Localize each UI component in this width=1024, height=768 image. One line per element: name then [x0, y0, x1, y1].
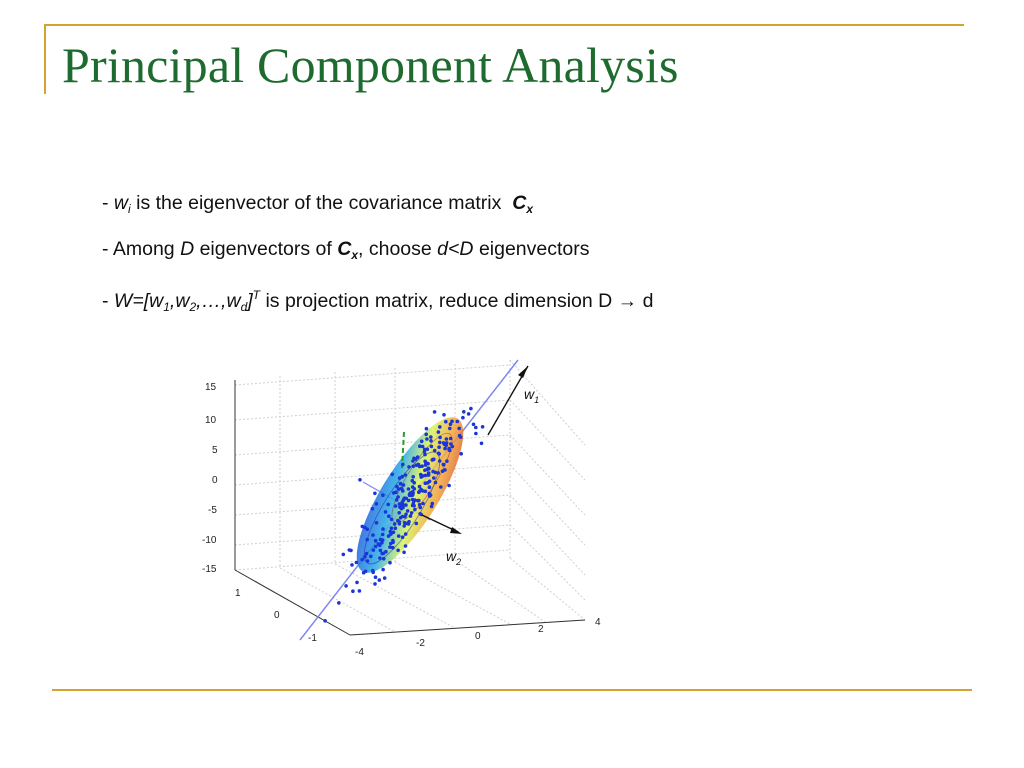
math-d-upper: D — [180, 238, 195, 260]
scatter-point — [448, 427, 452, 431]
scatter-point — [406, 509, 410, 513]
scatter-point — [379, 549, 383, 553]
scatter-point — [409, 493, 413, 497]
scatter-point — [467, 412, 471, 416]
scatter-point — [363, 555, 367, 559]
scatter-point — [411, 485, 415, 489]
scatter-point — [394, 526, 398, 530]
scatter-point — [430, 445, 434, 449]
scatter-point — [429, 435, 433, 439]
scatter-point — [434, 481, 438, 485]
scatter-point — [438, 441, 442, 445]
scatter-point — [418, 465, 422, 469]
scatter-point — [443, 447, 447, 451]
scatter-point — [424, 433, 428, 437]
scatter-point — [398, 476, 402, 480]
z-tick-label: 5 — [212, 445, 218, 456]
w2-label: $w_2$ — [446, 548, 462, 567]
math-w: $w_i$ — [113, 192, 131, 216]
pca-plot-svg — [190, 350, 620, 670]
scatter-point — [445, 459, 449, 463]
scatter-point — [413, 508, 417, 512]
scatter-point — [396, 549, 400, 553]
scatter-point — [374, 539, 378, 543]
scatter-point — [378, 556, 382, 560]
math-cx: $C_x$ — [512, 192, 533, 216]
scatter-point — [443, 468, 447, 472]
scatter-point — [407, 487, 411, 491]
scatter-point — [438, 459, 442, 463]
scatter-point — [401, 515, 405, 519]
scatter-point — [449, 437, 453, 441]
scatter-point — [384, 510, 388, 514]
scatter-point — [374, 575, 378, 579]
z-tick-label: 0 — [212, 475, 218, 486]
scatter-point — [412, 465, 416, 469]
scatter-point — [391, 546, 395, 550]
top-rule — [44, 24, 964, 26]
scatter-point — [426, 447, 430, 451]
scatter-point — [404, 473, 408, 477]
z-tick-label: -15 — [202, 564, 217, 575]
x-tick-label: 4 — [595, 617, 601, 628]
scatter-point — [469, 407, 473, 411]
scatter-point — [323, 619, 327, 623]
scatter-point — [337, 601, 341, 605]
bullet-text: eigenvectors of — [199, 238, 332, 260]
scatter-point — [411, 504, 415, 508]
scatter-point — [427, 473, 431, 477]
scatter-point — [401, 463, 405, 467]
scatter-point — [404, 544, 408, 548]
scatter-point — [431, 458, 435, 462]
scatter-point — [396, 495, 400, 499]
scatter-point — [480, 442, 484, 446]
scatter-point — [390, 473, 394, 477]
scatter-point — [462, 410, 466, 414]
bullet-choose — [102, 231, 653, 277]
scatter-point — [438, 425, 442, 429]
scatter-point — [365, 538, 369, 542]
scatter-point — [402, 551, 406, 555]
x-tick-label: 2 — [538, 624, 544, 635]
scatter-point — [371, 507, 375, 511]
scatter-point — [381, 533, 385, 537]
scatter-point — [381, 568, 385, 572]
x-tick-label: -4 — [355, 647, 364, 658]
scatter-point — [410, 511, 414, 515]
scatter-point — [451, 445, 455, 449]
scatter-point — [481, 425, 485, 429]
bullet-dash: - — [102, 192, 109, 214]
scatter-point — [444, 420, 448, 424]
bullet-eigenvector — [102, 185, 653, 231]
scatter-point — [437, 430, 441, 434]
scatter-point — [421, 502, 425, 506]
scatter-point — [350, 563, 354, 567]
bullet-text: Among — [112, 238, 175, 260]
scatter-point — [447, 484, 451, 488]
scatter-point — [474, 426, 478, 430]
scatter-point — [459, 452, 463, 456]
scatter-point — [424, 490, 428, 494]
math-d-lower: d<D — [437, 238, 474, 260]
scatter-point — [404, 503, 408, 507]
scatter-point — [428, 485, 432, 489]
scatter-point — [382, 557, 386, 561]
scatter-point — [420, 440, 424, 444]
scatter-point — [373, 582, 377, 586]
scatter-point — [366, 559, 370, 563]
scatter-point — [447, 448, 451, 452]
scatter-point — [390, 518, 394, 522]
slide-title: Principal Component Analysis — [62, 37, 679, 93]
scatter-point — [418, 485, 422, 489]
scatter-point — [445, 441, 449, 445]
scatter-point — [424, 474, 428, 478]
scatter-point — [425, 437, 429, 441]
scatter-point — [472, 423, 476, 427]
scatter-point — [450, 420, 454, 424]
scatter-point — [342, 553, 346, 557]
scatter-point — [381, 493, 385, 497]
bullet-projection — [102, 277, 653, 323]
z-tick-label: -5 — [208, 505, 217, 516]
scatter-point — [397, 511, 401, 515]
scatter-point — [388, 561, 392, 565]
scatter-point — [375, 521, 379, 525]
scatter-point — [432, 476, 436, 480]
scatter-point — [401, 535, 405, 539]
bullet-text: eigenvectors — [478, 238, 590, 260]
scatter-point — [362, 571, 366, 575]
scatter-point — [411, 475, 415, 479]
scatter-point — [423, 450, 427, 454]
scatter-point — [418, 503, 422, 507]
z-tick-label: 15 — [205, 382, 217, 393]
scatter-point — [386, 503, 390, 507]
scatter-point — [399, 482, 403, 486]
bullet-text: is projection matrix, reduce dimension D → d — [265, 290, 654, 312]
scatter-point — [426, 462, 430, 466]
scatter-point — [389, 542, 393, 546]
scatter-point — [348, 548, 352, 552]
scatter-point — [377, 542, 381, 546]
scatter-point — [404, 532, 408, 536]
scatter-point — [428, 494, 432, 498]
scatter-point — [456, 420, 460, 424]
math-projection-matrix: $W=[w_1,w_2,\dots,w_d]^T$ — [113, 288, 261, 314]
scatter-point — [437, 452, 441, 456]
bottom-rule — [52, 689, 972, 691]
y-tick-label: 0 — [274, 610, 280, 621]
scatter-point — [402, 524, 406, 528]
left-rule — [44, 24, 46, 94]
scatter-point — [381, 538, 385, 542]
scatter-point — [389, 530, 393, 534]
w2-arrowhead — [450, 527, 462, 534]
scatter-point — [387, 514, 391, 518]
scatter-point — [383, 576, 387, 580]
scatter-point — [445, 437, 449, 441]
scatter-point — [426, 481, 430, 485]
scatter-point — [405, 497, 409, 501]
scatter-point — [419, 475, 423, 479]
scatter-point — [437, 445, 441, 449]
scatter-point — [397, 534, 401, 538]
scatter-point — [394, 504, 398, 508]
scatter-point — [411, 498, 415, 502]
scatter-point — [360, 558, 364, 562]
scatter-point — [400, 487, 404, 491]
w1-label: $w_1$ — [524, 386, 540, 405]
scatter-point — [373, 492, 377, 496]
scatter-point — [429, 439, 433, 443]
z-tick-label: 10 — [205, 415, 217, 426]
scatter-point — [390, 526, 394, 530]
scatter-point — [459, 435, 463, 439]
scatter-point — [397, 520, 401, 524]
scatter-point — [371, 533, 375, 537]
bullet-dash: - — [102, 290, 109, 312]
scatter-point — [361, 525, 365, 529]
y-tick-label: -1 — [308, 633, 317, 644]
scatter-point — [374, 545, 378, 549]
scatter-point — [400, 507, 404, 511]
bullet-list — [102, 185, 653, 323]
x-tick-label: -2 — [416, 638, 425, 649]
scatter-point — [430, 505, 434, 509]
z-tick-label: -10 — [202, 535, 217, 546]
scatter-point — [425, 427, 429, 431]
scatter-point — [461, 416, 465, 420]
scatter-point — [412, 457, 416, 461]
scatter-point — [409, 514, 413, 518]
scatter-point — [442, 413, 446, 417]
scatter-point — [394, 490, 398, 494]
scatter-point — [358, 478, 362, 482]
scatter-point — [355, 581, 359, 585]
scatter-point — [351, 589, 355, 593]
scatter-point — [369, 555, 373, 559]
scatter-point — [474, 432, 478, 436]
scatter-point — [365, 552, 369, 556]
scatter-point — [457, 427, 461, 431]
bullet-text: , choose — [358, 238, 432, 260]
scatter-point — [391, 539, 395, 543]
scatter-point — [415, 522, 419, 526]
scatter-point — [431, 470, 435, 474]
scatter-point — [433, 449, 437, 453]
scatter-point — [439, 485, 443, 489]
scatter-point — [401, 500, 405, 504]
pca-3d-figure — [190, 350, 620, 670]
bullet-text: is the eigenvector of the covariance matrix — [136, 192, 502, 214]
scatter-point — [416, 499, 420, 503]
scatter-point — [403, 521, 407, 525]
scatter-point — [397, 487, 401, 491]
scatter-point — [378, 578, 382, 582]
scatter-point — [393, 522, 397, 526]
scatter-point — [407, 465, 411, 469]
scatter-point — [436, 471, 440, 475]
scatter-point — [382, 552, 386, 556]
scatter-point — [344, 584, 348, 588]
scatter-point — [442, 463, 446, 467]
scatter-point — [412, 481, 416, 485]
scatter-point — [427, 466, 431, 470]
scatter-point — [438, 436, 442, 440]
scatter-point — [358, 589, 362, 593]
scatter-point — [381, 527, 385, 531]
scatter-point — [355, 561, 359, 565]
x-tick-label: 0 — [475, 631, 481, 642]
math-cx: $C_x$ — [337, 238, 359, 262]
scatter-point — [407, 522, 411, 526]
w1-arrowhead — [518, 366, 528, 378]
scatter-point — [418, 444, 422, 448]
scatter-point — [372, 548, 376, 552]
scatter-point — [371, 571, 375, 575]
bullet-dash: - — [102, 238, 109, 260]
scatter-point — [433, 410, 437, 414]
y-tick-label: 1 — [235, 588, 241, 599]
scatter-point — [375, 502, 379, 506]
